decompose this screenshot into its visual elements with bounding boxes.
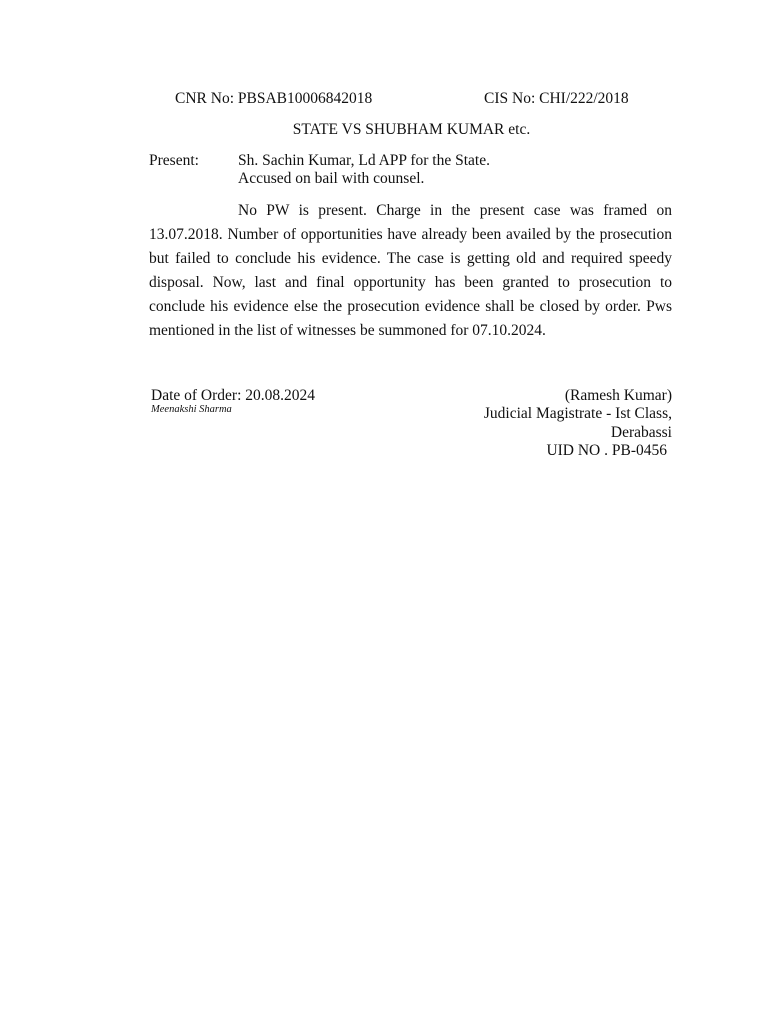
signatory-uid: UID NO . PB-0456 (546, 441, 667, 459)
date-of-order: Date of Order: 20.08.2024 (151, 387, 315, 404)
present-label: Present: (149, 152, 199, 169)
cis-number: CIS No: CHI/222/2018 (484, 90, 629, 107)
typist-name: Meenakshi Sharma (151, 404, 232, 415)
present-block (238, 152, 490, 188)
order-body: No PW is present. Charge in the present case was framed on 13.07.2018. Number of opportunities have already been availed by the prosecution but failed to conclude his evidence. The case is getting old and required speedy disposal. Now, last and final opportunity has been granted to prosecution to conclude his evidence else the prosecution evidence shall be closed by order. Pws mentioned in the list of witnesses be summoned for 07.10.2024. (149, 202, 672, 340)
signature-block (484, 387, 672, 460)
signatory-name: (Ramesh Kumar) (564, 387, 672, 404)
present-line-accused: Accused on bail with counsel. (238, 170, 425, 187)
present-line-app: Sh. Sachin Kumar, Ld APP for the State. (238, 152, 490, 169)
case-title-text: STATE VS SHUBHAM KUMAR etc. (292, 121, 531, 138)
signatory-designation: Judicial Magistrate - Ist Class, (483, 405, 672, 423)
signatory-place: Derabassi (610, 423, 672, 441)
cnr-number: CNR No: PBSAB10006842018 (175, 90, 373, 107)
case-header (0, 90, 768, 112)
case-title (0, 121, 768, 139)
